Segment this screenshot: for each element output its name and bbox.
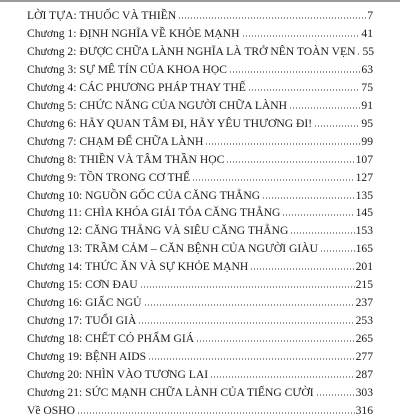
top-rule <box>0 0 400 2</box>
toc-entry[interactable] <box>27 5 373 22</box>
toc-page-number: 99 <box>361 134 373 148</box>
toc-entry[interactable] <box>27 59 373 76</box>
toc-dot-leader <box>357 53 361 55</box>
toc-dot-leader <box>178 17 366 19</box>
toc-title: TUỔI GIÀ <box>85 314 137 328</box>
toc-title: HÃY QUAN TÂM ĐI, HÃY YÊU THƯƠNG ĐI! <box>79 116 313 130</box>
toc-title: LỜI TỰA: THUỐC VÀ THIỀN <box>27 9 177 22</box>
toc-entry[interactable] <box>27 238 373 255</box>
toc-page-number: 277 <box>355 350 373 364</box>
toc-dot-leader <box>138 322 354 324</box>
toc-page-number: 135 <box>355 188 373 202</box>
toc-entry[interactable] <box>27 382 373 399</box>
toc-title: SỰ MÊ TÍN CỦA KHOA HỌC <box>79 62 227 76</box>
toc-entry[interactable] <box>27 202 373 219</box>
toc-dot-leader <box>290 232 354 234</box>
toc-dot-leader <box>289 107 360 109</box>
toc-page-number: 145 <box>355 206 373 220</box>
toc-page-number: 63 <box>361 62 373 76</box>
toc-page-number: 165 <box>355 242 373 256</box>
toc-title: SỨC MẠNH CHỮA LÀNH CỦA TIẾNG CƯỜI <box>85 385 314 399</box>
toc-chapter-number: Chương 2: <box>27 44 77 58</box>
toc-chapter-number: Chương 1: <box>27 26 77 40</box>
toc-page-number: 201 <box>355 260 373 274</box>
toc-title: TRẦM CẢM – CĂN BỆNH CỦA NGƯỜI GIÀU <box>85 242 318 256</box>
toc-page-number: 215 <box>355 278 373 292</box>
toc-dot-leader <box>148 358 355 360</box>
toc-title: CÁC PHƯƠNG PHÁP THAY THẾ <box>79 80 246 94</box>
toc-title: THỨC ĂN VÀ SỰ KHỎE MẠNH <box>85 260 249 274</box>
toc-page-number: 7 <box>367 9 373 22</box>
toc-entry[interactable] <box>27 220 373 237</box>
toc-page-number: 303 <box>355 385 373 399</box>
toc-page-number: 91 <box>361 98 373 112</box>
toc-entry[interactable] <box>27 23 373 40</box>
toc-dot-leader <box>250 268 354 270</box>
toc-title: ĐƯỢC CHỮA LÀNH NGHĨA LÀ TRỞ NÊN TOÀN VẸN <box>79 44 356 58</box>
toc-entry[interactable] <box>27 185 373 202</box>
toc-chapter-number: Chương 4: <box>27 80 77 94</box>
toc-title: NGUỒN GỐC CỦA CĂNG THẲNG <box>85 188 261 202</box>
toc-entry[interactable] <box>27 256 373 273</box>
toc-dot-leader <box>320 250 355 252</box>
toc-entry[interactable] <box>27 328 373 345</box>
toc-page-number: 287 <box>355 368 373 381</box>
toc-entry[interactable] <box>27 364 373 381</box>
toc-dot-leader <box>229 71 360 73</box>
toc-chapter-number: Chương 20: <box>27 368 83 381</box>
toc-dot-leader <box>192 179 355 181</box>
toc-page-number: 127 <box>355 170 373 184</box>
toc-chapter-number: Chương 14: <box>27 260 83 274</box>
toc-chapter-number: Chương 10: <box>27 188 83 202</box>
toc-page-number: 153 <box>355 224 373 238</box>
toc-entry[interactable] <box>27 77 373 94</box>
toc-entry[interactable] <box>27 41 373 58</box>
toc-chapter-number: Chương 11: <box>27 206 82 220</box>
toc-page-number: 265 <box>355 332 373 346</box>
toc-dot-leader <box>210 376 355 378</box>
toc-chapter-number: Chương 17: <box>27 314 83 328</box>
toc-chapter-number: Chương 21: <box>27 385 83 399</box>
toc-chapter-number: Chương 16: <box>27 296 83 310</box>
toc-chapter-number: Chương 15: <box>27 278 83 292</box>
toc-dot-leader <box>242 35 361 37</box>
toc-chapter-number: Chương 12: <box>27 224 83 238</box>
toc-dot-leader <box>205 143 360 145</box>
toc-page-number: 253 <box>355 314 373 328</box>
toc-entry[interactable] <box>27 131 373 148</box>
toc-title: GIẤC NGỦ <box>85 296 142 310</box>
toc-title: NHÌN VÀO TƯƠNG LAI <box>85 368 209 381</box>
toc-dot-leader <box>144 304 355 306</box>
toc-title: ĐỊNH NGHĨA VỀ KHỎE MẠNH <box>79 26 240 40</box>
toc-entry[interactable] <box>27 310 373 327</box>
toc-dot-leader <box>262 197 354 199</box>
toc-page-number: 95 <box>361 116 373 130</box>
toc-entry[interactable] <box>27 274 373 291</box>
toc-dot-leader <box>314 125 360 127</box>
toc-dot-leader <box>77 412 355 414</box>
toc-chapter-number: Chương 8: <box>27 152 77 166</box>
toc-entry[interactable] <box>27 292 373 309</box>
toc-dot-leader <box>140 286 355 288</box>
toc-chapter-number: Chương 19: <box>27 350 83 364</box>
toc-dot-leader <box>226 161 354 163</box>
toc-page-number: 55 <box>362 44 375 58</box>
toc-title: CHỨC NĂNG CỦA NGƯỜI CHỮA LÀNH <box>79 98 288 112</box>
toc-dot-leader <box>248 89 361 91</box>
toc-page-number: 237 <box>355 296 373 310</box>
toc-chapter-number: Chương 9: <box>27 170 77 184</box>
toc-title: CHÌA KHÓA GIẢI TỎA CĂNG THẲNG <box>84 206 281 220</box>
toc-entry[interactable] <box>27 167 373 184</box>
toc-title: Về OSHO <box>27 403 75 417</box>
toc-page-number: 316 <box>355 403 373 417</box>
toc-chapter-number: Chương 18: <box>27 332 83 346</box>
toc-entry[interactable] <box>27 113 373 130</box>
toc-title: CĂNG THẲNG VÀ SIÊU CĂNG THẲNG <box>85 224 289 238</box>
toc-title: CHẾT CÓ PHẨM GIÁ <box>85 332 195 346</box>
toc-title: THIỀN VÀ TÂM THẦN HỌC <box>79 152 225 166</box>
toc-page-number: 75 <box>361 80 373 94</box>
toc-page-number: 107 <box>355 152 373 166</box>
toc-title: CƠN ĐAU <box>85 278 138 292</box>
toc-entry[interactable] <box>27 400 373 417</box>
toc-dot-leader <box>282 214 354 216</box>
toc-chapter-number: Chương 13: <box>27 242 83 256</box>
toc-dot-leader <box>316 394 355 396</box>
toc-dot-leader <box>196 340 354 342</box>
toc-title: CHẠM ĐỂ CHỮA LÀNH <box>79 134 204 148</box>
toc-entry[interactable] <box>27 346 373 363</box>
toc-entry[interactable] <box>27 149 373 166</box>
toc-entry[interactable] <box>27 95 373 112</box>
toc-chapter-number: Chương 3: <box>27 62 77 76</box>
toc-title: TỒN TRONG CƠ THỂ <box>79 170 191 184</box>
toc-page-number: 41 <box>361 26 373 40</box>
toc-chapter-number: Chương 6: <box>27 116 77 130</box>
toc-chapter-number: Chương 7: <box>27 134 77 148</box>
toc-title: BỆNH AIDS <box>85 350 147 364</box>
toc-chapter-number: Chương 5: <box>27 98 77 112</box>
